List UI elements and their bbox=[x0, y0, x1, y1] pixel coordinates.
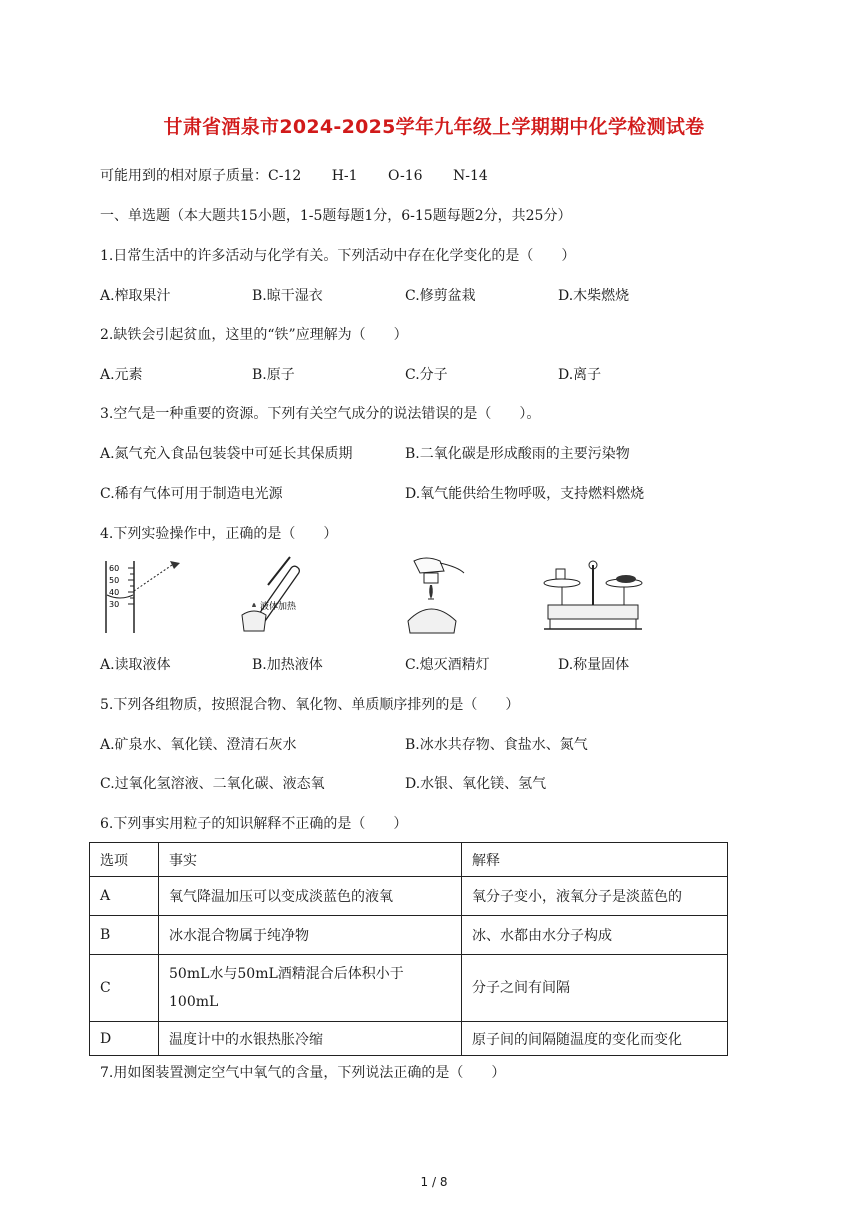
row-a-fact: 氧气降温加压可以变成淡蓝色的液氧 bbox=[159, 877, 462, 916]
row-b-explanation: 冰、水都由水分子构成 bbox=[462, 916, 728, 955]
q3-option-a: A.氮气充入食品包装袋中可延长其保质期 bbox=[100, 446, 353, 462]
question-2-stem: 2.缺铁会引起贫血，这里的“铁”应理解为（ ） bbox=[100, 327, 408, 343]
q5-option-d: D.水银、氧化镁、氢气 bbox=[405, 776, 547, 792]
question-7-stem: 7.用如图装置测定空气中氧气的含量，下列说法正确的是（ ） bbox=[100, 1065, 506, 1081]
question-4-stem: 4.下列实验操作中，正确的是（ ） bbox=[100, 526, 338, 542]
row-c-explanation: 分子之间有间隔 bbox=[462, 955, 728, 1022]
row-c-option: C bbox=[90, 955, 159, 1022]
header-option: 选项 bbox=[90, 843, 159, 877]
cylinder-tick-40: 40 bbox=[109, 588, 120, 597]
question-1-stem: 1.日常生活中的许多活动与化学有关。下列活动中存在化学变化的是（ ） bbox=[100, 248, 576, 264]
header-explanation: 解释 bbox=[462, 843, 728, 877]
figure-heat-liquid bbox=[232, 555, 322, 637]
row-d-explanation: 原子间的间隔随温度的变化而变化 bbox=[462, 1022, 728, 1056]
atomic-mass-c: 可能用到的相对原子质量：C-12 bbox=[100, 168, 302, 184]
header-fact: 事实 bbox=[159, 843, 462, 877]
row-b-fact: 冰水混合物属于纯净物 bbox=[159, 916, 462, 955]
q2-option-a: A.元素 bbox=[100, 367, 143, 383]
table-row bbox=[90, 1022, 728, 1056]
table-header-row bbox=[90, 843, 728, 877]
table-row bbox=[90, 955, 728, 1022]
row-a-explanation: 氧分子变小，液氧分子是淡蓝色的 bbox=[462, 877, 728, 916]
q5-option-c: C.过氧化氢溶液、二氧化碳、液态氧 bbox=[100, 776, 325, 792]
q1-option-d: D.木柴燃烧 bbox=[558, 288, 630, 304]
q5-option-b: B.冰水共存物、食盐水、氮气 bbox=[405, 737, 588, 753]
cylinder-tick-50: 50 bbox=[109, 576, 120, 585]
page-number: 1 / 8 bbox=[420, 1175, 448, 1189]
facts-table bbox=[89, 842, 728, 1056]
q3-option-d: D.氧气能供给生物呼吸，支持燃料燃烧 bbox=[405, 486, 645, 502]
q2-option-b: B.原子 bbox=[252, 367, 295, 383]
q3-option-c: C.稀有气体可用于制造电光源 bbox=[100, 486, 283, 502]
q4-option-c: C.熄灭酒精灯 bbox=[405, 657, 490, 673]
q4-option-a: A.读取液体 bbox=[100, 657, 171, 673]
tube-label: 液体加热 bbox=[260, 602, 297, 612]
q5-option-a: A.矿泉水、氧化镁、澄清石灰水 bbox=[100, 737, 297, 753]
q4-option-d: D.称量固体 bbox=[558, 657, 630, 673]
figure-read-liquid bbox=[100, 555, 190, 637]
figure-extinguish-lamp bbox=[400, 555, 470, 637]
weight-icon bbox=[556, 569, 565, 579]
atomic-mass-h: H-1 bbox=[331, 168, 358, 184]
page-title: 甘肃省酒泉市2024-2025学年九年级上学期期中化学检测试卷 bbox=[163, 116, 705, 138]
section-heading: 一、单选题（本大题共15小题，1-5题每题1分，6-15题每题2分，共25分） bbox=[100, 208, 572, 224]
question-6-stem: 6.下列事实用粒子的知识解释不正确的是（ ） bbox=[100, 816, 408, 832]
q2-option-c: C.分子 bbox=[405, 367, 448, 383]
table-row bbox=[90, 877, 728, 916]
q4-option-b: B.加热液体 bbox=[252, 657, 323, 673]
atomic-masses bbox=[100, 165, 514, 185]
row-c-fact: 50mL水与50mL酒精混合后体积小于100mL bbox=[159, 955, 462, 1022]
q1-option-a: A.榨取果汁 bbox=[100, 288, 171, 304]
question-5-stem: 5.下列各组物质，按照混合物、氧化物、单质顺序排列的是（ ） bbox=[100, 697, 520, 713]
q3-option-b: B.二氧化碳是形成酸雨的主要污染物 bbox=[405, 446, 630, 462]
atomic-mass-o: O-16 bbox=[388, 168, 423, 184]
row-b-option: B bbox=[90, 916, 159, 955]
table-row bbox=[90, 916, 728, 955]
cylinder-tick-30: 30 bbox=[109, 600, 120, 609]
row-a-option: A bbox=[90, 877, 159, 916]
atomic-mass-n: N-14 bbox=[453, 168, 488, 184]
q2-option-d: D.离子 bbox=[558, 367, 602, 383]
figure-weigh-solid bbox=[540, 555, 646, 637]
cylinder-tick-60: 60 bbox=[109, 564, 120, 573]
question-3-stem: 3.空气是一种重要的资源。下列有关空气成分的说法错误的是（ ）。 bbox=[100, 406, 541, 422]
row-d-option: D bbox=[90, 1022, 159, 1056]
row-d-fact: 温度计中的水银热胀冷缩 bbox=[159, 1022, 462, 1056]
q1-option-b: B.晾干湿衣 bbox=[252, 288, 323, 304]
q1-option-c: C.修剪盆栽 bbox=[405, 288, 476, 304]
